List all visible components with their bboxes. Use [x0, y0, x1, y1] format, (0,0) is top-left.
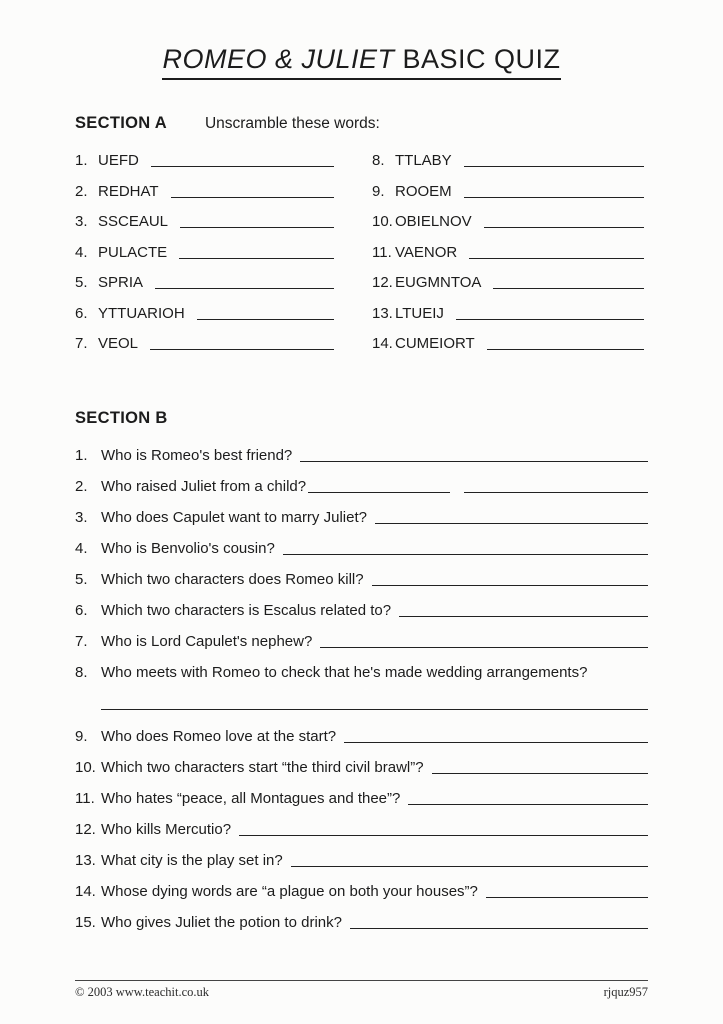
section-a-columns	[75, 149, 648, 363]
question-text: Who does Capulet want to marry Juliet?	[101, 508, 367, 526]
item-number: 1.	[75, 152, 88, 169]
scrambled-word: LTUEIJ	[395, 304, 444, 322]
question-text: Whose dying words are “a plague on both your houses”?	[101, 882, 478, 900]
question-row	[75, 786, 648, 807]
scrambled-word: EUGMNTOA	[395, 274, 482, 291]
question-text: Who kills Mercutio?	[101, 820, 232, 838]
item-number: 8.	[372, 152, 385, 169]
question-text: Who is Lord Capulet's nephew?	[101, 632, 313, 650]
question-number: 12.	[75, 820, 96, 838]
question-number: 15.	[75, 913, 96, 931]
scrambled-word: SPRIA	[98, 274, 144, 291]
question-row	[75, 629, 648, 650]
unscramble-item	[372, 241, 648, 261]
question-row	[75, 755, 648, 776]
page-footer	[75, 980, 648, 1000]
question-text: Which two characters start “the third civil brawl”?	[101, 758, 424, 776]
item-number: 2.	[75, 182, 88, 200]
answer-blank	[179, 258, 334, 259]
answer-blank	[171, 197, 334, 198]
scrambled-word: OBIELNOV	[395, 213, 472, 230]
answer-blank	[344, 742, 648, 743]
question-row	[75, 879, 648, 900]
item-number: 4.	[75, 243, 88, 261]
unscramble-item	[75, 180, 338, 200]
unscramble-item	[372, 180, 648, 200]
scrambled-word: ROOEM	[395, 182, 452, 200]
section-a-left-column	[75, 149, 338, 363]
answer-blank	[464, 197, 644, 198]
section-a-right-column	[372, 149, 648, 363]
section-b-heading: SECTION B	[75, 408, 168, 427]
section-a-instruction: Unscramble these words:	[204, 115, 380, 132]
question-continuation-row	[75, 691, 648, 712]
question-row	[75, 567, 648, 588]
question-number: 11.	[75, 789, 95, 807]
answer-blank	[350, 928, 648, 929]
item-number: 3.	[75, 213, 88, 230]
item-number: 7.	[75, 335, 88, 352]
scrambled-word: VAENOR	[395, 243, 458, 261]
question-text: Who is Benvolio's cousin?	[101, 539, 275, 557]
unscramble-item	[372, 149, 648, 169]
question-text: Which two characters does Romeo kill?	[101, 570, 364, 588]
question-text: Who gives Juliet the potion to drink?	[101, 913, 342, 931]
section-a-heading-row	[75, 114, 648, 133]
item-number: 5.	[75, 274, 88, 291]
question-number: 10.	[75, 758, 96, 776]
section-a	[75, 114, 648, 409]
question-number: 1.	[75, 446, 88, 464]
scrambled-word: TTLABY	[395, 152, 452, 169]
question-number: 4.	[75, 539, 88, 557]
answer-blank	[408, 804, 648, 805]
footer-document-code: rjquz957	[603, 985, 648, 999]
answer-blank	[308, 492, 450, 493]
question-row	[75, 817, 648, 838]
answer-blank	[487, 349, 644, 350]
scrambled-word: PULACTE	[98, 243, 168, 261]
unscramble-item	[372, 332, 648, 352]
question-text: Who does Romeo love at the start?	[101, 727, 337, 745]
question-number: 8.	[75, 663, 88, 681]
scrambled-word: UEFD	[98, 152, 139, 169]
question-row	[75, 536, 648, 557]
item-number: 9.	[372, 182, 385, 200]
question-text: Who meets with Romeo to check that he's made wedding arrangements?	[101, 663, 588, 681]
question-row	[75, 474, 648, 495]
question-text: Who is Romeo's best friend?	[101, 446, 293, 464]
unscramble-item	[372, 302, 648, 322]
answer-blank	[150, 349, 334, 350]
answer-blank	[469, 258, 644, 259]
unscramble-item	[75, 241, 338, 261]
answer-blank	[180, 227, 334, 228]
section-a-heading: SECTION A	[75, 114, 167, 132]
question-row	[75, 598, 648, 619]
question-row	[75, 443, 648, 464]
scrambled-word: REDHAT	[98, 182, 159, 200]
unscramble-item	[372, 271, 648, 291]
question-text: Who hates “peace, all Montagues and thee”?	[101, 789, 401, 807]
question-row	[75, 848, 648, 869]
title-wrap	[75, 44, 648, 80]
question-number: 14.	[75, 882, 96, 900]
question-text: What city is the play set in?	[101, 851, 283, 869]
unscramble-item	[372, 210, 648, 230]
unscramble-item	[75, 332, 338, 352]
answer-blank	[320, 647, 648, 648]
item-number: 13.	[372, 304, 393, 322]
scrambled-word: SSCEAUL	[98, 213, 169, 230]
answer-blank	[300, 461, 648, 462]
answer-blank	[283, 554, 648, 555]
question-text: Who raised Juliet from a child?	[101, 477, 307, 495]
scrambled-word: CUMEIORT	[395, 335, 475, 352]
answer-blank	[464, 492, 648, 493]
section-b	[75, 409, 648, 941]
answer-blank	[375, 523, 648, 524]
question-number: 7.	[75, 632, 88, 650]
item-number: 10.	[372, 213, 393, 230]
question-row	[75, 910, 648, 931]
answer-blank	[239, 835, 648, 836]
answer-blank	[197, 319, 334, 320]
question-number: 13.	[75, 851, 96, 869]
item-number: 12.	[372, 274, 393, 291]
footer-copyright: © 2003 www.teachit.co.uk	[75, 985, 210, 999]
answer-blank	[493, 288, 644, 289]
scrambled-word: YTTUARIOH	[98, 304, 185, 322]
question-number: 2.	[75, 477, 88, 495]
question-row	[75, 660, 648, 681]
question-number: 3.	[75, 508, 88, 526]
unscramble-item	[75, 210, 338, 230]
answer-blank	[432, 773, 648, 774]
page-title-italic: ROMEO & JULIET	[162, 44, 395, 74]
answer-blank	[399, 616, 648, 617]
unscramble-item	[75, 302, 338, 322]
page-title	[162, 44, 560, 80]
unscramble-item	[75, 271, 338, 291]
answer-blank	[464, 166, 644, 167]
answer-blank	[486, 897, 648, 898]
answer-blank	[484, 227, 644, 228]
scrambled-word: VEOL	[98, 335, 139, 352]
unscramble-item	[75, 149, 338, 169]
answer-blank	[155, 288, 334, 289]
answer-blank	[291, 866, 648, 867]
question-number: 6.	[75, 601, 88, 619]
answer-blank	[151, 166, 334, 167]
answer-blank	[372, 585, 648, 586]
question-row	[75, 724, 648, 745]
item-number: 6.	[75, 304, 88, 322]
page-title-regular: BASIC QUIZ	[394, 44, 561, 74]
item-number: 11.	[372, 243, 392, 261]
section-b-heading-row	[75, 409, 648, 428]
question-number: 9.	[75, 727, 88, 745]
question-number: 5.	[75, 570, 88, 588]
answer-blank	[456, 319, 644, 320]
question-text: Which two characters is Escalus related to?	[101, 601, 392, 619]
question-row	[75, 505, 648, 526]
item-number: 14.	[372, 335, 393, 352]
answer-blank	[101, 709, 648, 710]
